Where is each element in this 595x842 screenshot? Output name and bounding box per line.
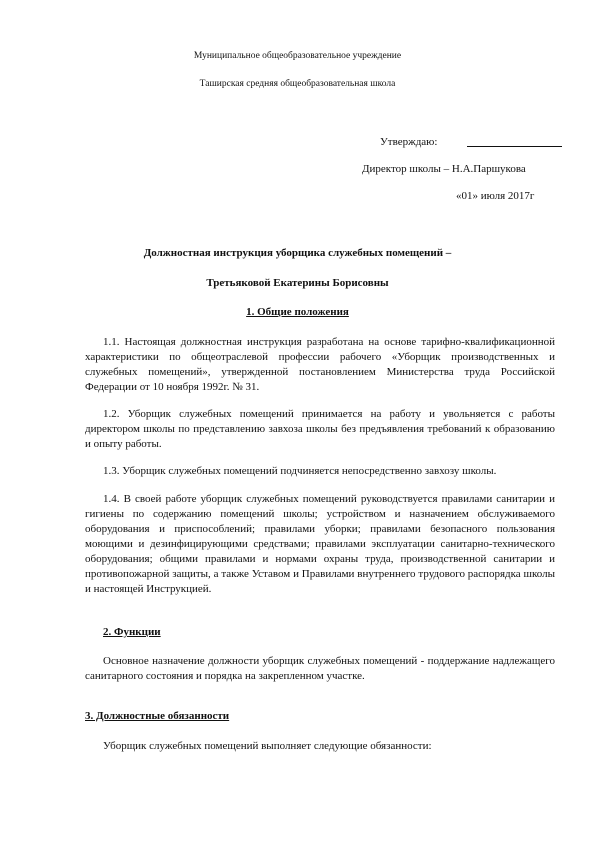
section3-heading: 3. Должностные обязанности (85, 710, 230, 722)
section1-heading: 1. Общие положения (246, 306, 349, 318)
approval-date: «01» июля 2017г (456, 190, 535, 202)
paragraph-1-1 (85, 335, 555, 395)
approve-label: Утверждаю: (380, 136, 438, 148)
paragraph-1-3 (85, 464, 555, 479)
paragraph-text: 1.2. Уборщик служебных помещений принимается на работу и увольняется с работы директором школы по представлению завхоза школы без предъявления требований к образованию и опыту работы. (85, 408, 555, 450)
paragraph-1-2 (85, 407, 555, 452)
paragraph-3-1 (85, 739, 555, 754)
paragraph-text: 1.3. Уборщик служебных помещений подчиняется непосредственно завхозу школы. (103, 465, 497, 477)
paragraph-2-1 (85, 654, 555, 684)
paragraph-text: Уборщик служебных помещений выполняет следующие обязанности: (103, 740, 432, 752)
director-line: Директор школы – Н.А.Паршукова (362, 163, 526, 175)
paragraph-text: 1.1. Настоящая должностная инструкция разработана на основе тарифно-квалификационной характеристики по общеотраслевой профессии рабочего «Уборщик производственных и служебных помещений», утвержденной постановлением Министерства труда Российской Федерации от 10 ноября 1992г. № 31. (85, 336, 555, 393)
school-name-line: Таширская средняя общеобразовательная школа (199, 79, 396, 89)
paragraph-text: 1.4. В своей работе уборщик служебных помещений руководствуется правилами санитарии и гигиены по содержанию помещений школы; устройством и назначением обслуживаемого оборудования и приспособлений; правилами уборки; правилами безопасного пользования моющими и дезинфицирующими средствами; правилами эксплуатации санитарно-технического оборудования; общими правилами и нормами охраны труда, производственной санитарии и противопожарной защиты, а также Уставом и Правилами внутреннего трудового распорядка школы и настоящей Инструкцией. (85, 493, 555, 595)
approval-line (380, 136, 562, 149)
document-title-line1: Должностная инструкция уборщика служебных помещений – (143, 247, 452, 259)
school-type-line: Муниципальное общеобразовательное учреждение (193, 51, 402, 61)
document-title-line2: Третьяковой Екатерины Борисовны (206, 277, 389, 289)
section2-heading: 2. Функции (103, 626, 161, 638)
paragraph-1-4 (85, 492, 555, 597)
paragraph-text: Основное назначение должности уборщик служебных помещений - поддержание надлежащего санитарного состояния и порядка на закрепленном участке. (85, 655, 555, 682)
signature-blank (467, 146, 562, 147)
